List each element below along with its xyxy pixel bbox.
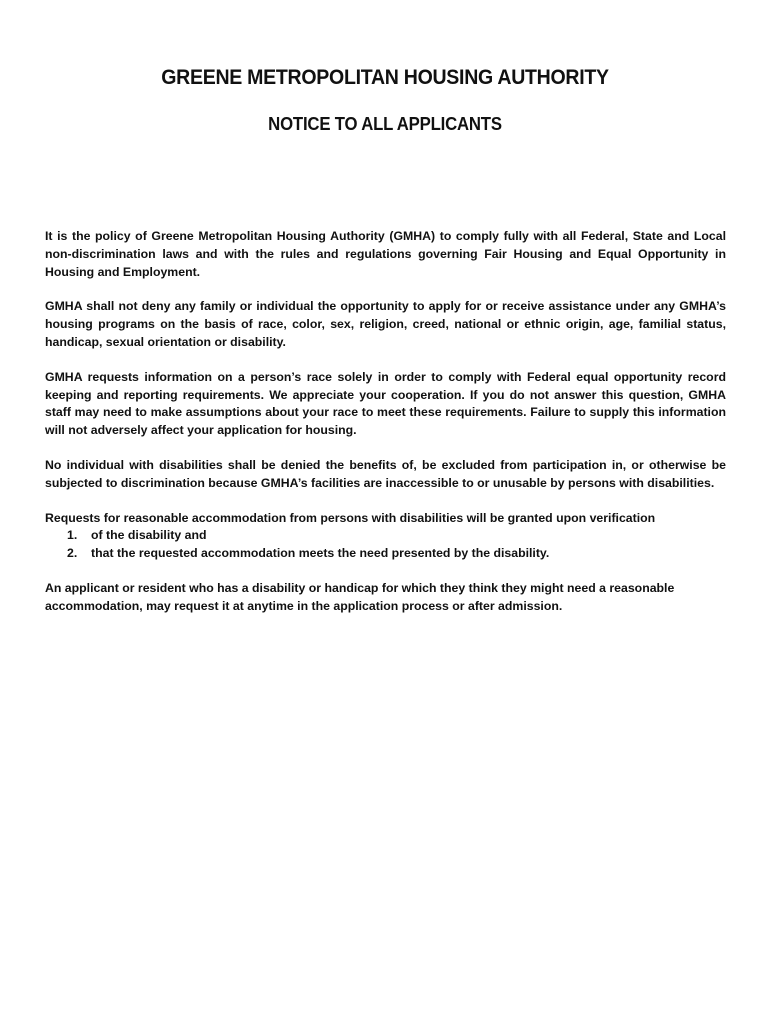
list-item-text: of the disability and	[91, 528, 207, 543]
document-body	[45, 228, 726, 633]
policy-paragraph: It is the policy of Greene Metropolitan Housing Authority (GMHA) to comply fully with all Federal, State and Local non-discrimination laws and with the rules and regulations governing Fair Housing and Equal Opportunity in Housing and Employment.	[45, 229, 726, 279]
list-item-number: 2.	[67, 546, 78, 561]
list-item	[45, 545, 726, 563]
list-item-number: 1.	[67, 528, 78, 543]
closing-paragraph: An applicant or resident who has a disability or handicap for which they think they might need a reasonable accommodation, may request it at anytime in the application process or after admission.	[45, 580, 675, 613]
document-subtitle: NOTICE TO ALL APPLICANTS	[268, 114, 502, 134]
accommodation-list	[45, 527, 726, 563]
disability-access-paragraph: No individual with disabilities shall be denied the benefits of, be excluded from participation in, or otherwise be subjected to discrimination because GMHA’s facilities are inaccessible to or unusable by persons with disabilities.	[45, 457, 726, 490]
document-title: GREENE METROPOLITAN HOUSING AUTHORITY	[161, 66, 609, 89]
non-denial-paragraph: GMHA shall not deny any family or individual the opportunity to apply for or receive assistance under any GMHA’s housing programs on the basis of race, color, sex, religion, creed, national or ethnic origin, age, familial status, handicap, sexual orientation or disability.	[45, 299, 726, 349]
list-item	[45, 527, 726, 545]
accommodation-section	[45, 510, 726, 563]
accommodation-intro: Requests for reasonable accommodation from persons with disabilities will be granted upon verification	[45, 510, 656, 525]
race-information-paragraph: GMHA requests information on a person’s race solely in order to comply with Federal equal opportunity record keeping and reporting requirements. We appreciate your cooperation. If you do not answer this question, GMHA staff may need to make assumptions about your race to meet these requirements. Failure to supply this information will not adversely affect your application for housing.	[45, 369, 726, 438]
list-item-text: that the requested accommodation meets the need presented by the disability.	[91, 546, 550, 561]
